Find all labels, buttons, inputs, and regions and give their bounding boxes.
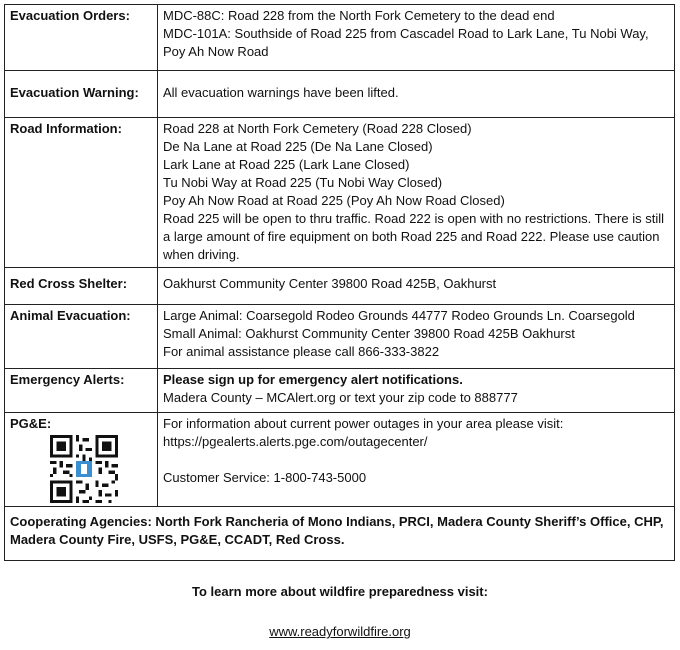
evacuation-order-line: MDC-101A: Southside of Road 225 from Cascadel Road to Lark Lane, Tu Nobi Way,: [163, 26, 649, 41]
evacuation-order-line: MDC-88C: Road 228 from the North Fork Cemetery to the dead end: [163, 8, 555, 23]
evacuation-warning-text: All evacuation warnings have been lifted.: [158, 71, 675, 118]
row-red-cross-shelter: [5, 268, 675, 305]
row-cooperating-agencies: [5, 507, 675, 561]
readyforwildfire-link[interactable]: www.readyforwildfire.org: [269, 624, 411, 639]
emergency-alerts-text: Madera County – MCAlert.org or text your zip code to 888777: [163, 390, 518, 405]
pge-spacer: [163, 451, 669, 469]
row-animal-evacuation: [5, 305, 675, 369]
evacuation-orders-label: Evacuation Orders:: [5, 5, 158, 71]
qr-code-icon[interactable]: [50, 435, 118, 503]
animal-evacuation-content: [158, 305, 675, 369]
emergency-alerts-label: Emergency Alerts:: [5, 369, 158, 413]
pge-label: PG&E:: [10, 416, 52, 431]
animal-evacuation-line: Small Animal: Oakhurst Community Center 39800 Road 425B Oakhurst: [163, 326, 575, 341]
evacuation-order-line: Poy Ah Now Road: [163, 44, 269, 59]
road-closure-line: Tu Nobi Way at Road 225 (Tu Nobi Way Closed): [163, 175, 443, 190]
animal-evacuation-line: For animal assistance please call 866-333-3822: [163, 344, 440, 359]
row-pge: [5, 413, 675, 507]
cooperating-agencies-cell: [5, 507, 675, 561]
pge-customer-service: Customer Service: 1-800-743-5000: [163, 470, 367, 485]
cooperating-agencies-text: Cooperating Agencies: North Fork Rancheria of Mono Indians, PRCI, Madera County Sheriff’s Office, CHP, Madera County Fire, USFS, PG&E, CCADT, Red Cross.: [10, 514, 664, 547]
red-cross-shelter-text: Oakhurst Community Center 39800 Road 425B, Oakhurst: [158, 268, 675, 305]
road-information-label: Road Information:: [5, 118, 158, 268]
emergency-alerts-headline: Please sign up for emergency alert notifications.: [163, 372, 463, 387]
row-evacuation-warning: [5, 71, 675, 118]
evacuation-orders-content: [158, 5, 675, 71]
road-traffic-note: Road 225 will be open to thru traffic. Road 222 is open with no restrictions. There is still a large amount of fire equipment on both Road 225 and Road 222. Please use caution when driving.: [163, 211, 665, 262]
road-closure-line: Poy Ah Now Road at Road 225 (Poy Ah Now Road Closed): [163, 193, 505, 208]
evacuation-warning-label: Evacuation Warning:: [5, 71, 158, 118]
row-evacuation-orders: [5, 5, 675, 71]
row-emergency-alerts: [5, 369, 675, 413]
pge-content: [158, 413, 675, 507]
animal-evacuation-label: Animal Evacuation:: [5, 305, 158, 369]
pge-info-line: For information about current power outages in your area please visit:: [163, 416, 564, 431]
red-cross-shelter-label: Red Cross Shelter:: [5, 268, 158, 305]
pge-label-cell: [5, 413, 158, 507]
wildfire-preparedness-prompt: To learn more about wildfire preparedness visit:: [192, 584, 488, 599]
pge-outage-url[interactable]: https://pgealerts.alerts.pge.com/outagecenter/: [163, 434, 428, 449]
info-table: [4, 4, 675, 561]
row-road-information: [5, 118, 675, 268]
road-closure-line: Lark Lane at Road 225 (Lark Lane Closed): [163, 157, 410, 172]
road-closure-line: De Na Lane at Road 225 (De Na Lane Closed): [163, 139, 433, 154]
animal-evacuation-line: Large Animal: Coarsegold Rodeo Grounds 44777 Rodeo Grounds Ln. Coarsegold: [163, 308, 635, 323]
road-closure-line: Road 228 at North Fork Cemetery (Road 228 Closed): [163, 121, 472, 136]
road-information-content: [158, 118, 675, 268]
emergency-alerts-content: [158, 369, 675, 413]
